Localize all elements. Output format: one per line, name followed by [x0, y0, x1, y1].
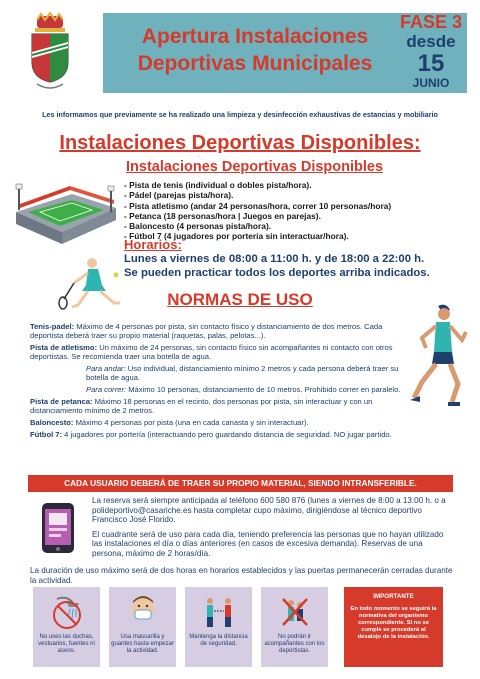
distance-icon [203, 595, 235, 629]
guidelines-tiles [33, 587, 473, 672]
tile-distance [185, 587, 252, 667]
main-heading: Instalaciones Deportivas Disponibles: [59, 132, 421, 154]
reservations-paragraph-1: La reserva será siempre anticipada al teléfono 600 580 876 (lunes a viernes de 8:00 a 13:00 h. o a polideportivo@casariche.es hasta completar cupo máximo, dirigiéndose al técnico deportivo Francisco José Florido. [92, 496, 446, 524]
facility-item: - Pista atletismo (andar 24 personas/hora, correr 10 personas/hora) [124, 200, 392, 211]
reservations-paragraph-2: El cuadrante será de uso para cada día, teniendo preferencia las personas que no hayan utilizado las instalaciones el día o días anteriores (en casos de excesiva demanda). Reservas de una persona, máximo de 2 horas/día. [92, 529, 444, 558]
rule-text: Un máximo de 24 personas, sin contacto físico sin acompañantes ni contacto con otros deportistas. Se recomienda traer una botella de agua. [30, 343, 393, 361]
phase-label: FASE 3 [399, 12, 463, 32]
no-companions-icon [279, 595, 311, 629]
rule-text: 4 jugadores por portería (interactuando pero guardando distancia de seguridad. NO jugar partido. [62, 430, 392, 439]
reservations-text [92, 496, 452, 563]
facility-item: - Pádel (parejas pista/hora). [124, 190, 234, 201]
facility-item: - Fútbol 7 (4 jugadores por portería sin interactuar/hora). [124, 231, 349, 242]
important-title: IMPORTANTE [373, 593, 414, 600]
tile-no-showers [33, 587, 100, 667]
smartphone-icon [40, 501, 76, 555]
header-title-line1: Apertura Instalaciones [141, 25, 369, 48]
rule-tenis-padel [30, 322, 408, 340]
rule-atletismo [30, 343, 408, 361]
schedule-line1: Lunes a viernes de 08:00 a 11:00 h. y de 18:00 a 22:00 h. [124, 253, 425, 265]
facility-list [124, 180, 464, 242]
rule-text: Máximo 18 personas en el recinto, dos personas por pista, sin interactuar y con un distanciamiento mínimo de 2 metros. [30, 397, 373, 415]
rule-correr [30, 385, 408, 394]
rule-title: Pista de atletismo: [30, 343, 98, 352]
municipal-crest-logo [27, 12, 73, 96]
tile-caption: No podrán ir acompañantes con los deportistas. [264, 634, 325, 654]
shower-icon [51, 595, 83, 629]
phase-day: 15 [417, 50, 445, 77]
rule-baloncesto [30, 418, 440, 427]
rule-text: Máximo 10 personas, distanciamento de 10 metros. Prohibido correr en paralelo. [126, 385, 401, 394]
normas-heading: NORMAS DE USO [167, 290, 313, 309]
tile-no-companions [261, 587, 328, 667]
facilities-heading: Instalaciones Deportivas Disponibles [126, 159, 384, 175]
stadium-illustration [10, 178, 120, 258]
rule-petanca [30, 397, 408, 415]
facility-item: - Baloncesto (4 personas pista/hora). [124, 221, 272, 232]
phase-from: desde [406, 32, 456, 51]
schedule-label: Horarios: [124, 237, 182, 252]
rule-title: Para andar: [86, 364, 126, 373]
phase-month: JUNIO [412, 76, 450, 90]
rule-title: Para correr: [86, 385, 127, 394]
rules-list [30, 322, 408, 442]
rule-text: Máximo de 4 personas por pista, sin contacto físico y distanciamiento de dos metros. Cada deportista deberá traer su propio material (raquetas, palas, pelotas...). [30, 322, 383, 340]
rule-text: Máximo 4 personas por pista (una en cada canasta y sin interactuar). [73, 418, 309, 427]
rule-futbol7 [30, 430, 440, 439]
facility-item: - Petanca (18 personas/hora | Juegos en parejas). [124, 210, 321, 221]
facility-item: - Pista de tenis (individual o dobles pista/hora). [124, 180, 312, 190]
schedule-text [124, 253, 430, 280]
tile-mask [109, 587, 176, 667]
runner-illustration [408, 302, 470, 410]
material-banner: CADA USUARIO DEBERÁ DE TRAER SU PROPIO MATERIAL, SIENDO INTRANSFERIBLE. [28, 475, 453, 492]
tile-caption: Mantenga la distancia de seguridad. [189, 634, 248, 647]
schedule-line2: Se pueden practicar todos los deportes arriba indicados. [124, 266, 430, 279]
rule-title: Pista de petanca: [30, 397, 93, 406]
header-title [130, 23, 380, 77]
rule-title: Tenis-padel: [30, 322, 75, 331]
tile-caption: Usa mascarilla y guantes hasta empezar la actividad. [111, 634, 174, 654]
rule-text: Uso individual, distanciamiento mínimo 2 metros y cada persona deberá traer su botella de agua. [86, 364, 399, 382]
rule-andar [30, 364, 408, 382]
mask-icon [127, 595, 159, 629]
rule-title: Baloncesto: [30, 418, 74, 427]
rule-title: Fútbol 7: [30, 430, 63, 439]
header-title-line2: Deportivas Municipales [137, 52, 373, 75]
important-text: En todo momento se seguirá la normativa del organismo correspondiente. Si no se cumple se procederá al desalojo de la instalación. [350, 606, 437, 640]
intro-text: Les informamos que previamente se ha realizado una limpieza y desinfección exhaustivas de estancias y mobiliario [42, 110, 438, 119]
duration-text: La duración de uso máximo será de dos horas en horarios establecidos y las puertas permanecerán cerradas durante la actividad. [30, 566, 453, 585]
phase-badge [390, 12, 472, 90]
tile-caption: No uses las duchas, vestuarios, fuentes ni aseos. [38, 634, 95, 654]
important-notice [344, 587, 443, 667]
